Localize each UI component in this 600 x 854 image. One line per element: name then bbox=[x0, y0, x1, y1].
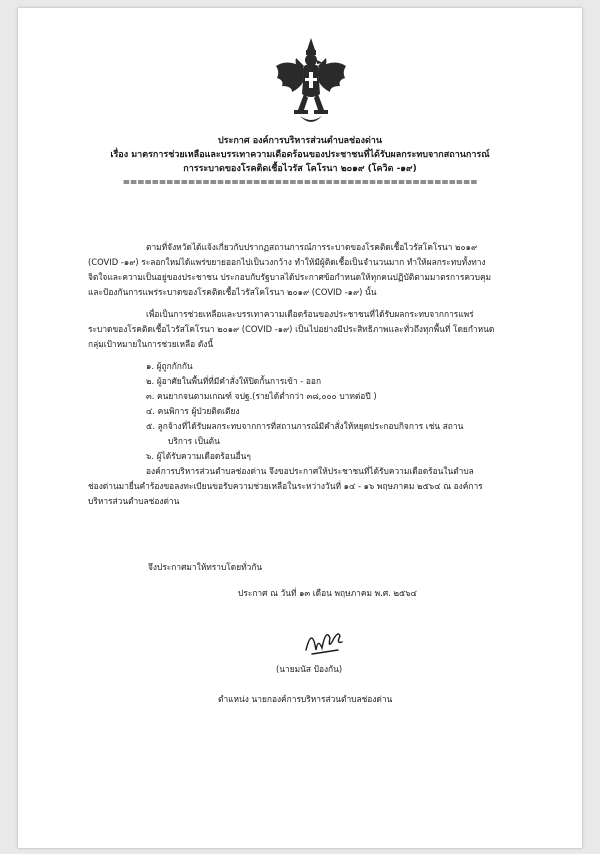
list-item: ๔. คนพิการ ผู้ป่วยติดเตียง bbox=[146, 406, 240, 416]
header-rule: ================================================= bbox=[122, 178, 478, 188]
list-item: ๑. ผู้ถูกกักกัน bbox=[146, 361, 193, 371]
body-line: (COVID -๑๙) ระลอกใหม่ได้แพร่ขยายออกไปเป็นวงกว้าง ทำให้มีผู้ติดเชื้อเป็นจำนวนมาก ทำให้ผลกระทบทั้งทาง bbox=[88, 257, 486, 267]
body-line: องค์การบริหารส่วนตำบลช่องด่าน จึงขอประกาศให้ประชาชนที่ได้รับความเดือดร้อนในตำบล bbox=[146, 466, 474, 476]
paragraph-gap bbox=[88, 352, 548, 359]
body-line: และป้องกันการแพร่ระบาดของโรคติดเชื้อไวรัสโคโรนา ๒๐๑๙ (COVID -๑๙) นั้น bbox=[88, 287, 377, 297]
signer-position: ตำแหน่ง นายกองค์การบริหารส่วนตำบลช่องด่าน bbox=[218, 694, 393, 704]
announcement-issuer: ประกาศ องค์การบริหารส่วนตำบลช่องด่าน bbox=[217, 136, 383, 146]
body-line: ช่องด่านมายื่นคำร้องขอลงทะเบียนขอรับความช่วยเหลือในระหว่างวันที่ ๑๔ - ๑๖ พฤษภาคม ๒๕๖๔ ณ องค์การ bbox=[88, 481, 483, 491]
announcement-subject: เรื่อง มาตรการช่วยเหลือและบรรเทาความเดือดร้อนของประชาชนที่ได้รับผลกระทบจากสถานการณ์ bbox=[110, 150, 490, 160]
signer-name: (นายมนัส ป้องกัน) bbox=[276, 664, 343, 674]
document-page bbox=[18, 8, 582, 848]
body-line: กลุ่มเป้าหมายในการช่วยเหลือ ดังนี้ bbox=[88, 339, 214, 349]
list-item: บริการ เป็นต้น bbox=[168, 436, 220, 446]
signature bbox=[302, 620, 350, 660]
list-item: ๕. ลูกจ้างที่ได้รับผลกระทบจากการที่สถานการณ์มีคำสั่งให้หยุดประกอบกิจการ เช่น สถาน bbox=[146, 421, 464, 431]
body-line: ระบาดของโรคติดเชื้อไวรัสโคโรนา ๒๐๑๙ (COVID -๑๙) เป็นไปอย่างมีประสิทธิภาพและทั่วถึงทุกพื้นที่ โดยกำหนด bbox=[88, 324, 495, 334]
list-item: ๖. ผู้ได้รับความเดือดร้อนอื่นๆ bbox=[146, 451, 251, 461]
body-line: เพื่อเป็นการช่วยเหลือและบรรเทาความเดือดร้อนของประชาชนที่ได้รับผลกระทบจากการแพร่ bbox=[146, 309, 474, 319]
paragraph-gap bbox=[88, 300, 548, 307]
announcement-header bbox=[18, 134, 582, 190]
list-item: ๒. ผู้อาศัยในพื้นที่ที่มีคำสั่งให้ปิดกั้นการเข้า - ออก bbox=[146, 376, 322, 386]
announcement-subject-cont: การระบาดของโรคติดเชื้อไวรัส โคโรนา ๒๐๑๙ (โควิด -๑๙) bbox=[183, 164, 417, 174]
body-line: ตามที่จังหวัดได้แจ้งเกี่ยวกับปรากฏสถานการณ์การระบาดของโรคติดเชื้อไวรัสโคโรนา ๒๐๑๙ bbox=[146, 242, 478, 252]
list-item: ๓. คนยากจนตามเกณฑ์ จปฐ.(รายได้ต่ำกว่า ๓๘,๐๐๐ บาทต่อปี ) bbox=[146, 391, 377, 401]
body-line: บริหารส่วนตำบลช่องด่าน bbox=[88, 496, 180, 506]
body-line: จิตใจและความเป็นอยู่ของประชาชน ประกอบกับรัฐบาลได้ประกาศข้อกำหนดให้ทุกคนปฏิบัติตามมาตรการควบคุม bbox=[88, 272, 492, 282]
closing-line: จึงประกาศมาให้ทราบโดยทั่วกัน bbox=[148, 562, 263, 572]
announcement-body bbox=[88, 240, 548, 509]
announcement-date: ประกาศ ณ วันที่ ๑๓ เดือน พฤษภาคม พ.ศ. ๒๕๖๔ bbox=[238, 588, 417, 598]
garuda-emblem-icon bbox=[274, 36, 348, 128]
